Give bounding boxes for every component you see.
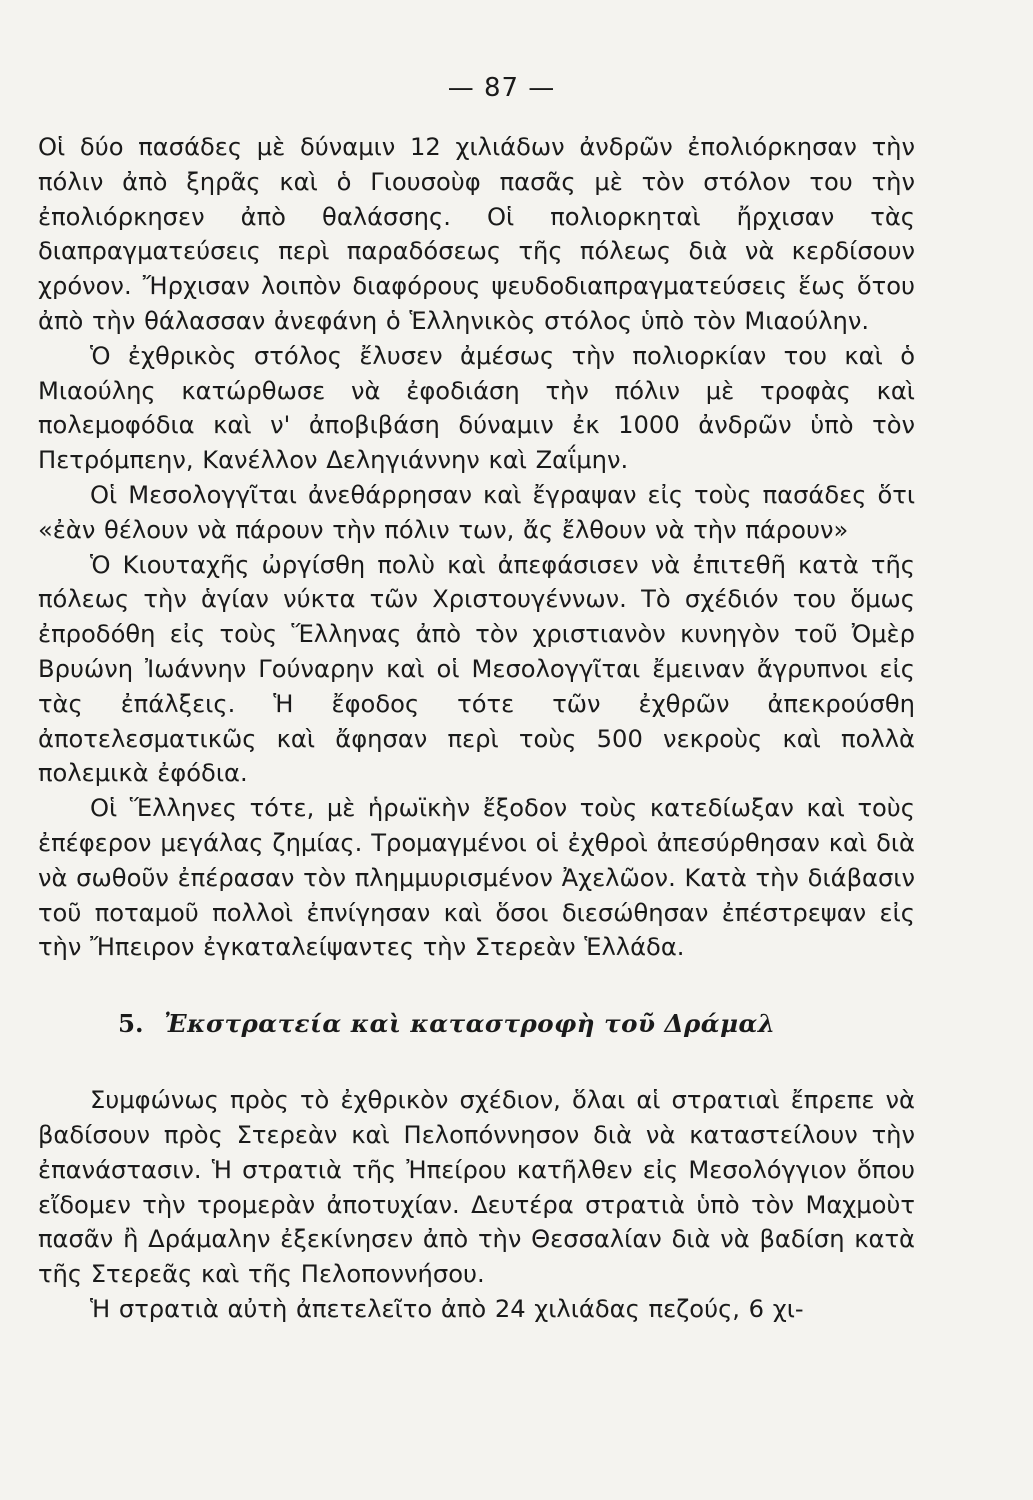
paragraph-army-composition: Ἡ στρατιὰ αὐτὴ ἀπετελεῖτο ἀπὸ 24 χιλιάδας πεζούς, 6 χι- bbox=[90, 1294, 804, 1323]
page-number: — 87 — bbox=[447, 73, 556, 103]
paragraph-christmas-attack: Ὁ Κιουταχῆς ὠργίσθη πολὺ καὶ ἀπεφάσισεν νὰ ἐπιτεθῆ κατὰ τῆς πόλεως τὴν ἁγίαν νύκτα τῶν Χριστουγέννων. Τὸ σχέδιόν του ὅμως ἐπροδόθη εἰς τοὺς Ἕλληνας ἀπὸ τὸν χριστιανὸν κυνηγὸν τοῦ Ὀμὲρ Βρυώνη Ἰωάννην Γούναρην καὶ οἱ Μεσολογγῖται ἔμειναν ἄγρυπνοι εἰς τὰς ἐπάλξεις. Ἡ ἔφοδος τότε τῶν ἐχθρῶν ἀπεκρούσθη ἀποτελεσματικῶς καὶ ἄφησαν περὶ τοὺς 500 νεκροὺς καὶ πολλὰ πολεμικὰ ἐφόδια. bbox=[38, 550, 915, 788]
paragraph-mesolongi-reply: Οἱ Μεσολογγῖται ἀνεθάρρησαν καὶ ἔγραψαν εἰς τοὺς πασάδες ὅτι «ἐὰν θέλουν νὰ πάρουν τὴν πόλιν των, ἄς ἔλθουν νὰ τὴν πάρουν» bbox=[38, 480, 915, 544]
paragraph-fleet: Ὁ ἐχθρικὸς στόλος ἔλυσεν ἀμέσως τὴν πολιορκίαν του καὶ ὁ Μιαούλης κατώρθωσε νὰ ἐφοδιάση τὴν πόλιν μὲ τροφὰς καὶ πολεμοφόδια καὶ ν' ἀποβιβάση δύναμιν ἐκ 1000 ἀνδρῶν ὑπὸ τὸν Πετρόμπεην, Κανέλλον Δεληγιάννην καὶ Ζαΐμην. bbox=[38, 341, 915, 475]
paragraph-enemy-plan: Συμφώνως πρὸς τὸ ἐχθρικὸν σχέδιον, ὅλαι αἱ στρατιαὶ ἔπρεπε νὰ βαδίσουν πρὸς Στερεὰν καὶ Πελοπόννησον διὰ νὰ καταστείλουν τὴν ἐπανάστασιν. Ἡ στρατιὰ τῆς Ἠπείρου κατῆλθεν εἰς Μεσολόγγιον ὅπου εἴδομεν τὴν τρομερὰν ἀποτυχίαν. Δευτέρα στρατιὰ ὑπὸ τὸν Μαχμοὺτ πασᾶν ἢ Δράμαλην ἐξεκίνησεν ἀπὸ τὴν Θεσσαλίαν διὰ νὰ βαδίση κατὰ τῆς Στερεᾶς καὶ τῆς Πελοποννήσου. bbox=[38, 1086, 915, 1289]
paragraph-retreat: Οἱ Ἕλληνες τότε, μὲ ἡρωϊκὴν ἔξοδον τοὺς κατεδίωξαν καὶ τοὺς ἐπέφερον μεγάλας ζημίας. Τρομαγμένοι οἱ ἐχθροὶ ἀπεσύρθησαν καὶ διὰ νὰ σωθοῦν ἐπέρασαν τὸν πλημμυρισμένον Ἀχελῶον. Κατὰ τὴν διάβασιν τοῦ ποταμοῦ πολλοὶ ἐπνίγησαν καὶ ὅσοι διεσώθησαν ἐπέστρεψαν εἰς τὴν Ἤπειρον ἐγκαταλείψαντες τὴν Στερεὰν Ἑλλάδα. bbox=[38, 794, 915, 962]
section-title: Ἐκστρατεία καὶ καταστροφὴ τοῦ Δράμαλ bbox=[164, 1009, 776, 1039]
section-heading bbox=[38, 1007, 915, 1041]
section-number: 5. bbox=[118, 1009, 144, 1039]
paragraph-siege: Οἱ δύο πασάδες μὲ δύναμιν 12 χιλιάδων ἀνδρῶν ἐπολιόρκησαν τὴν πόλιν ἀπὸ ξηρᾶς καὶ ὁ Γιουσοὺφ πασᾶς μὲ τὸν στόλον του τὴν ἐπολιόρκησεν ἀπὸ θαλάσσης. Οἱ πολιορκηταὶ ἤρχισαν τὰς διαπραγματεύσεις περὶ παραδόσεως τῆς πόλεως διὰ νὰ κερδίσουν χρόνον. Ἤρχισαν λοιπὸν διαφόρους ψευδοδιαπραγματεύσεις ἕως ὅτου ἀπὸ τὴν θάλασσαν ἀνεφάνη ὁ Ἑλληνικὸς στόλος ὑπὸ τὸν Μιαούλην. bbox=[38, 133, 915, 335]
